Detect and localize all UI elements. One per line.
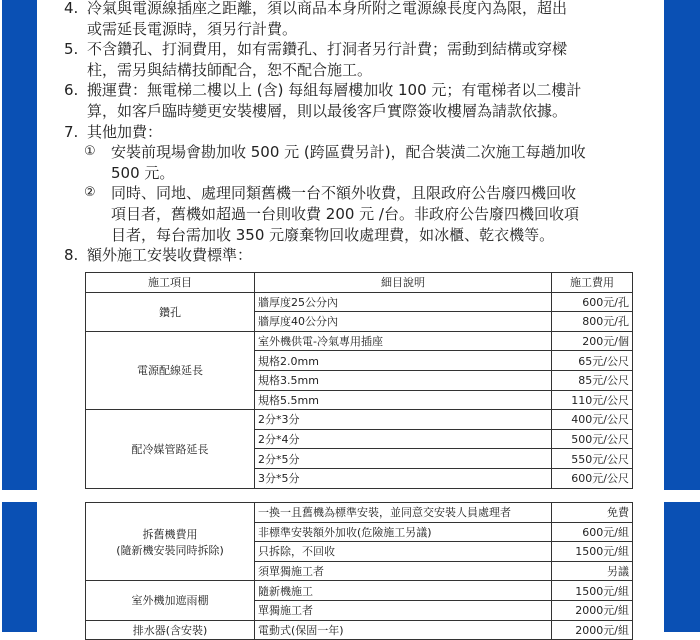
right-side-bar (664, 0, 700, 632)
detail-cell: 只拆除，不回收 (255, 542, 552, 562)
item-cell: 配冷媒管路延長 (86, 410, 255, 488)
fee-cell: 1500元/組 (552, 542, 633, 562)
section-gap (0, 490, 700, 502)
note-number: 7. (64, 122, 79, 141)
detail-cell: 室外機供電-冷氣專用插座 (255, 331, 552, 351)
sub-note-line: 安裝前現場會勘加收 500 元 (跨區費另計)，配合裝潢二次施工每趟加收 (111, 143, 586, 162)
detail-cell: 規格2.0mm (255, 351, 552, 371)
fee-cell: 800元/孔 (552, 312, 633, 332)
notes-list (64, 0, 644, 266)
note-text: 額外施工安裝收費標準： (87, 246, 253, 265)
left-side-bar (2, 0, 37, 632)
detail-cell: 2分*3分 (255, 410, 552, 430)
table-row (86, 620, 633, 640)
note-item (64, 80, 644, 121)
detail-cell: 須單獨施工者 (255, 561, 552, 581)
table-row (86, 292, 633, 312)
header-item: 施工項目 (86, 273, 255, 293)
sub-note-mark: ② (84, 185, 96, 201)
detail-cell: 2分*4分 (255, 429, 552, 449)
table-row (86, 331, 633, 351)
sub-note-text (111, 183, 579, 245)
note-line: 不含鑽孔、打洞費用，如有需鑽孔、打洞者另行計費；需動到結構或穿樑 (87, 40, 568, 59)
item-cell: 拆舊機費用 (隨新機安裝同時拆除) (86, 503, 255, 581)
fee-cell: 550元/公尺 (552, 449, 633, 469)
note-number: 5. (64, 40, 79, 59)
sub-note-text (111, 142, 586, 183)
note-line: 搬運費：無電梯二樓以上 (含) 每組每層樓加收 100 元；有電梯者以二樓計 (87, 81, 582, 100)
detail-cell: 3分*5分 (255, 468, 552, 488)
fee-cell: 65元/公尺 (552, 351, 633, 371)
detail-cell: 2分*5分 (255, 449, 552, 469)
sub-note-item (84, 142, 644, 183)
sub-note-line: 同時、同地、處理同類舊機一台不額外收費，且限政府公告廢四機回收 (111, 184, 577, 203)
item-cell: 室外機加遮雨棚 (86, 581, 255, 620)
fee-table-2 (85, 502, 633, 640)
fee-cell: 600元/組 (552, 522, 633, 542)
fee-cell: 2000元/組 (552, 620, 633, 640)
item-cell: 電源配線延長 (86, 331, 255, 409)
fee-table-1 (85, 272, 633, 489)
sub-note-item (84, 183, 644, 245)
fee-cell: 600元/孔 (552, 292, 633, 312)
detail-cell: 隨新機施工 (255, 581, 552, 601)
fee-cell: 1500元/組 (552, 581, 633, 601)
sub-note-line: 目者，每台需加收 350 元廢棄物回收處理費，如冰櫃、乾衣機等。 (111, 225, 555, 244)
note-text (87, 39, 567, 80)
fee-cell: 600元/公尺 (552, 468, 633, 488)
item-cell: 鑽孔 (86, 292, 255, 331)
note-line: 算，如客戶臨時變更安裝樓層，則以最後客戶實際簽收樓層為請款依據。 (87, 101, 568, 120)
fee-cell: 2000元/組 (552, 600, 633, 620)
note-text (87, 122, 162, 143)
detail-cell: 規格5.5mm (255, 390, 552, 410)
note-line: 冷氣與電源線插座之距離，須以商品本身所附之電源線長度內為限，超出 (87, 0, 568, 17)
fee-cell: 110元/公尺 (552, 390, 633, 410)
note-line: 或需延長電源時，須另行計費。 (87, 19, 298, 38)
detail-cell: 一換一且舊機為標準安裝，並同意交安裝人員處理者 (255, 503, 552, 523)
detail-cell: 單獨施工者 (255, 600, 552, 620)
sub-note-line: 項目者，舊機如超過一台則收費 200 元 /台。非政府公告廢四機回收項 (111, 204, 579, 223)
note-item (64, 39, 644, 80)
sub-note-mark: ① (84, 144, 96, 160)
note-text (87, 80, 581, 121)
table-row (86, 410, 633, 430)
detail-cell: 非標準安裝額外加收(危險施工另議) (255, 522, 552, 542)
header-fee: 施工費用 (552, 273, 633, 293)
fee-cell: 85元/公尺 (552, 370, 633, 390)
note-item (64, 245, 644, 266)
detail-cell: 牆厚度40公分內 (255, 312, 552, 332)
note-line: 其他加費： (87, 122, 163, 141)
note-number: 6. (64, 81, 79, 100)
detail-cell: 電動式(保固一年) (255, 620, 552, 640)
detail-cell: 規格3.5mm (255, 370, 552, 390)
note-item (64, 0, 644, 39)
note-number: 8. (64, 246, 79, 265)
table-row (86, 581, 633, 601)
item-cell: 排水器(含安裝) (86, 620, 255, 640)
fee-cell: 500元/公尺 (552, 429, 633, 449)
table-row (86, 503, 633, 523)
note-item (64, 122, 644, 143)
header-detail: 細目說明 (255, 273, 552, 293)
fee-cell: 200元/個 (552, 331, 633, 351)
table-header-row (86, 273, 633, 293)
note-number: 4. (64, 0, 79, 17)
fee-cell: 免費 (552, 503, 633, 523)
note-line: 柱，需另與結構技師配合，恕不配合施工。 (87, 60, 373, 79)
fee-cell: 另議 (552, 561, 633, 581)
note-text (87, 0, 567, 39)
detail-cell: 牆厚度25公分內 (255, 292, 552, 312)
fee-cell: 400元/公尺 (552, 410, 633, 430)
sub-note-line: 500 元。 (111, 163, 175, 182)
